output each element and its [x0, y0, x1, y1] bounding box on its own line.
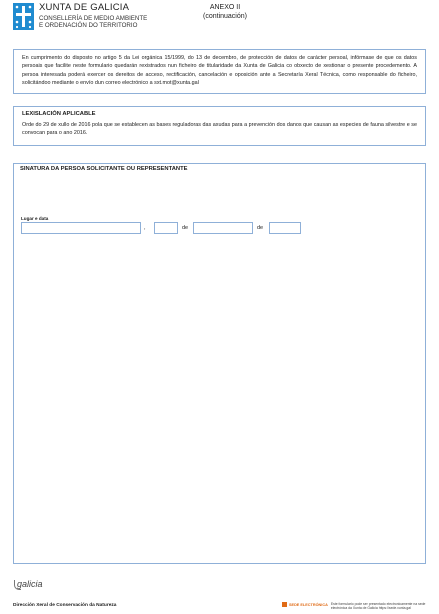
comma-separator: ,: [144, 225, 146, 231]
signature-title: SINATURA DA PERSOA SOLICITANTE OU REPRESENTANTE: [20, 166, 188, 172]
legislation-title: LEXISLACIÓN APLICABLE: [22, 111, 96, 117]
legislation-text: Orde do 29 de xullo de 2016 pola que se establecen as bases reguladoras das axudas para a prevención dos danos que causan as especies de fauna silvestre e se convocan para o ano 2016.: [22, 122, 417, 137]
logo-title: XUNTA DE GALICIA: [39, 2, 130, 13]
legislation-box: [13, 106, 426, 146]
xunta-shield-icon: [13, 3, 34, 30]
data-protection-text: En cumprimento do disposto no artigo 5 da Lei orgánica 15/1999, do 13 de decembro, de protección de datos de carácter persoal, infórmase de que os datos persoais que facilite neste formulario quedarán rexistrados nun ficheiro de titularidade da Xunta de Galicia co obxecto de xestionar o presente procedemento. A persoa interesada poderá exercer os dereitos de acceso, rectificación, cancelación e oposición ante a Secretaría Xeral Técnica, como responsable do ficheiro, solicitándoo mediante o envío dun correo electrónico a sxt.mot@xunta.gal: [22, 55, 417, 86]
xunta-logo: [13, 3, 147, 30]
footer-department: Dirección Xeral de Conservación da Natureza: [13, 603, 117, 608]
department-name-line2: E ORDENACIÓN DO TERRITORIO: [39, 21, 138, 29]
signature-box: [13, 163, 426, 564]
annex-title: ANEXO II: [209, 4, 241, 11]
day-field[interactable]: [154, 222, 178, 234]
de-separator-2: de: [257, 225, 264, 231]
place-field[interactable]: [21, 222, 141, 234]
annex-subtitle: (continuación): [203, 13, 247, 20]
galicia-logo: galicia: [17, 579, 43, 589]
department-name-line1: CONSELLERÍA DE MEDIO AMBIENTE: [39, 14, 148, 22]
de-separator-1: de: [182, 225, 189, 231]
sede-note: Este formulario pode ser presentado electronicamente na sede electrónica da Xunta de Galicia https://sede.xunta.gal: [330, 602, 426, 610]
place-date-label: Lugar e data: [21, 216, 49, 221]
sede-badge-label: SEDE ELECTRÓNICA: [289, 602, 328, 607]
footer-sede: [282, 602, 432, 610]
sede-icon: [282, 602, 287, 607]
month-field[interactable]: [193, 222, 253, 234]
year-field[interactable]: [269, 222, 301, 234]
data-protection-box: [13, 49, 426, 94]
annex-heading: [190, 3, 260, 21]
sede-badge: [282, 602, 328, 607]
